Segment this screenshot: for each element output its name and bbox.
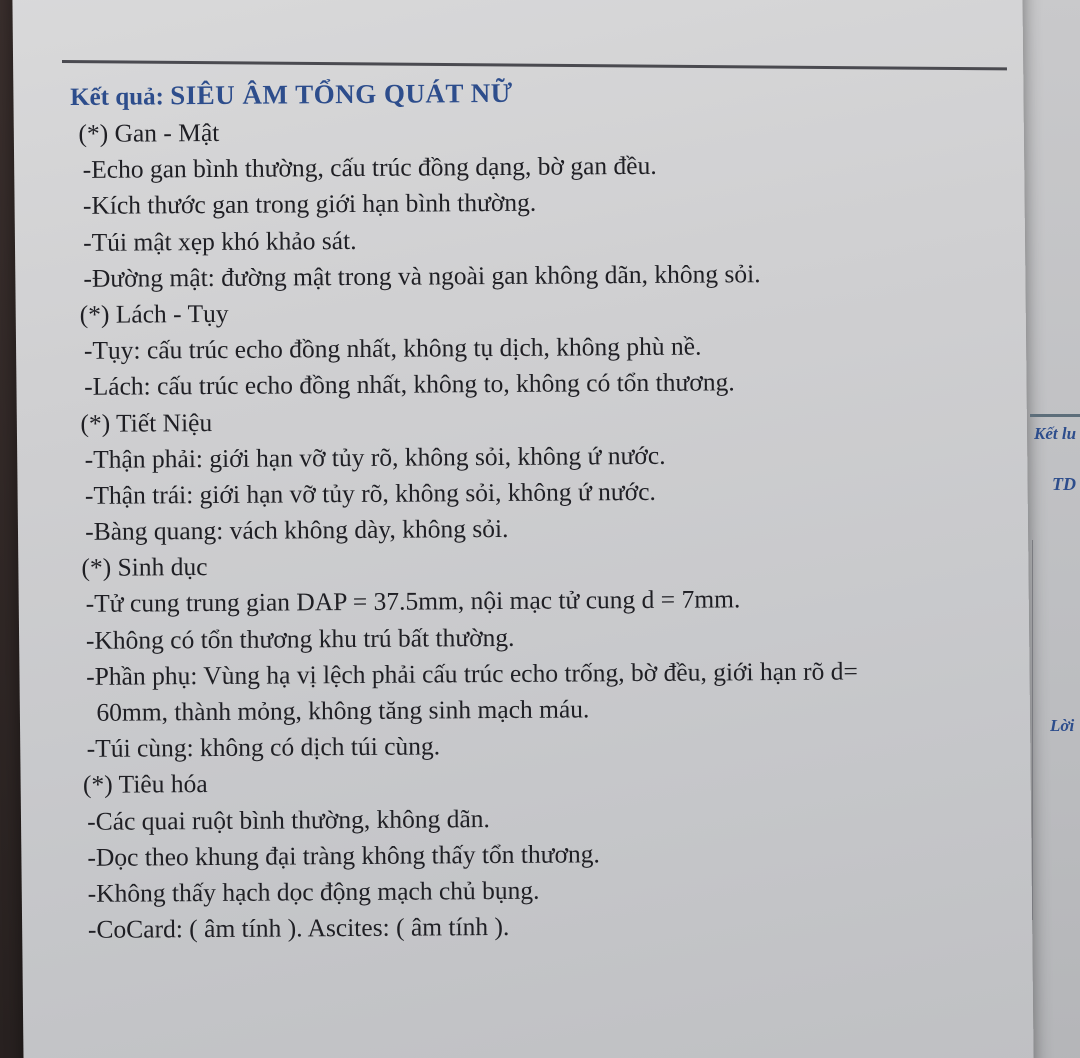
finding-line: -Túi mật xẹp khó khảo sát. (83, 225, 357, 257)
finding-line: -Các quai ruột bình thường, không dãn. (87, 803, 490, 836)
finding-line: -Thận phải: giới hạn vỡ tủy rõ, không sỏi, không ứ nước. (84, 440, 666, 474)
section-heading-sinh-duc: (*) Sinh dục (81, 552, 208, 583)
side-label-ket-luan: Kết lu (1034, 424, 1077, 443)
finding-line: -Tụy: cấu trúc echo đồng nhất, không tụ dịch, không phù nề. (83, 331, 702, 365)
finding-line: -CoCard: ( âm tính ). Ascites: ( âm tính ). (87, 912, 510, 944)
finding-line: -Phần phụ: Vùng hạ vị lệch phải cấu trúc echo trống, bờ đều, giới hạn rõ d= (86, 656, 858, 691)
finding-line: -Echo gan bình thường, cấu trúc đồng dạng, bờ gan đều. (82, 151, 657, 185)
report-content (64, 70, 970, 949)
finding-line: -Đường mật: đường mật trong và ngoài gan không dãn, không sỏi. (83, 258, 761, 293)
finding-line: -Túi cùng: không có dịch túi cùng. (86, 731, 441, 764)
section-heading-tiet-nieu: (*) Tiết Niệu (80, 407, 213, 438)
finding-line: -Bàng quang: vách không dày, không sỏi. (85, 513, 509, 546)
finding-line: -Dọc theo khung đại tràng không thấy tổn thương. (87, 839, 600, 872)
finding-line: -Kích thước gan trong giới hạn bình thường. (82, 188, 537, 221)
title-prefix: Kết quả: (70, 83, 171, 111)
finding-line: -Lách: cấu trúc echo đồng nhất, không to, không có tổn thương. (84, 367, 735, 402)
finding-line: -Không thấy hạch dọc động mạch chủ bụng. (87, 875, 540, 908)
title-main: SIÊU ÂM TỔNG QUÁT NỮ (170, 77, 513, 111)
finding-line: -Thận trái: giới hạn vỡ tủy rõ, không sỏi, không ứ nước. (84, 476, 656, 510)
finding-line: -Không có tổn thương khu trú bất thường. (85, 622, 515, 655)
section-heading-lach-tuy: (*) Lách - Tụy (79, 298, 229, 329)
finding-line-continued: 60mm, thành mỏng, không tăng sinh mạch máu. (96, 694, 590, 727)
report-title (70, 70, 964, 116)
side-page-margin-line (1032, 540, 1033, 920)
side-page-divider (1030, 414, 1080, 417)
finding-line: -Tử cung trung gian DAP = 37.5mm, nội mạc tử cung d = 7mm. (85, 584, 741, 619)
side-label-td: TD (1052, 474, 1076, 494)
side-label-loi: Lời (1050, 716, 1075, 735)
section-heading-tieu-hoa: (*) Tiêu hóa (82, 769, 208, 800)
section-heading-gan-mat: (*) Gan - Mật (78, 117, 220, 148)
